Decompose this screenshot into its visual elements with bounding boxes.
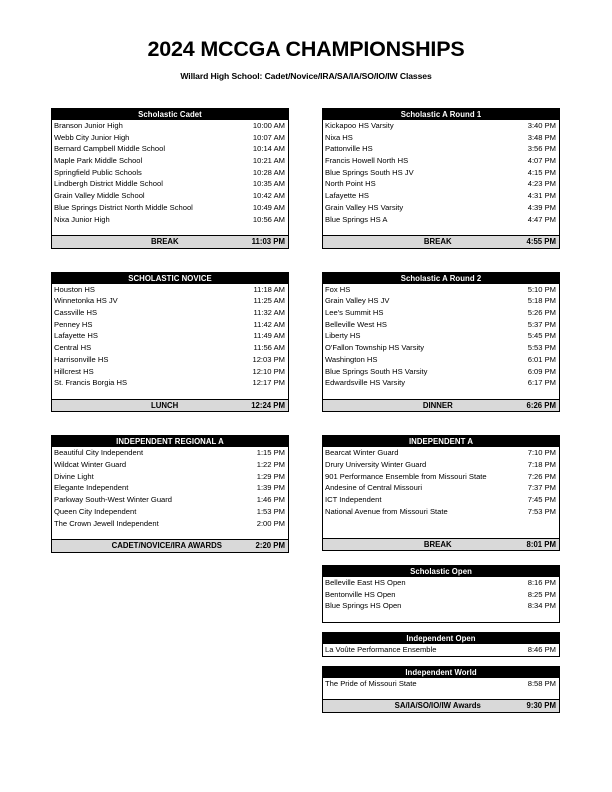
performance-time: 1:15 PM <box>256 448 285 458</box>
row-spacer <box>323 528 559 538</box>
table-row <box>52 132 288 144</box>
performer-name: Hillcrest HS <box>54 366 94 376</box>
performer-name: Blue Springs HS Open <box>325 601 402 611</box>
performer-name: Nixa HS <box>325 132 353 142</box>
table-row <box>52 155 288 167</box>
block-header-independent-a: INDEPENDENT A <box>323 436 559 447</box>
table-row <box>52 190 288 202</box>
table-row <box>323 678 559 690</box>
schedule-column-left <box>51 108 289 553</box>
performance-time: 7:45 PM <box>527 495 556 505</box>
performer-name: Houston HS <box>54 284 95 294</box>
block-gap <box>51 412 289 435</box>
performance-time: 5:18 PM <box>527 296 556 306</box>
performance-time: 10:07 AM <box>252 132 285 142</box>
performer-name: Branson Junior High <box>54 121 123 130</box>
performer-name: Blue Springs District North Middle School <box>54 202 193 212</box>
performer-name: Blue Springs South HS Varsity <box>325 366 428 376</box>
table-row <box>52 143 288 155</box>
table-row <box>323 589 559 601</box>
performer-name: Edwardsville HS Varsity <box>325 378 406 388</box>
block-header-scholastic-a-round-1: Scholastic A Round 1 <box>323 109 559 120</box>
table-row <box>323 295 559 307</box>
block-gap <box>322 623 560 632</box>
performance-time: 4:07 PM <box>527 156 556 166</box>
performance-time: 4:31 PM <box>527 191 556 201</box>
performer-name: Pattonville HS <box>325 144 373 154</box>
block-footer-independent-a <box>323 538 559 551</box>
performance-time: 12:10 PM <box>252 366 285 376</box>
performer-name: Bentonville HS Open <box>325 589 396 599</box>
performance-time: 3:48 PM <box>527 132 556 142</box>
block-footer-scholastic-a-round-2 <box>323 399 559 412</box>
block-footer-independent-world <box>323 699 559 712</box>
performer-name: Lafayette HS <box>325 191 369 201</box>
table-row <box>323 284 559 296</box>
performance-time: 11:42 AM <box>253 319 285 329</box>
performance-time: 6:01 PM <box>527 354 556 364</box>
table-row <box>52 120 288 132</box>
performer-name: Francis Howell North HS <box>325 156 409 166</box>
footer-label: BREAK <box>423 539 452 549</box>
performance-time: 1:46 PM <box>256 495 285 505</box>
footer-time: 9:30 PM <box>526 701 556 711</box>
table-row <box>52 307 288 319</box>
table-row <box>323 342 559 354</box>
performance-time: 4:23 PM <box>527 179 556 189</box>
block-gap <box>322 657 560 666</box>
performance-time: 10:21 AM <box>252 156 285 166</box>
performer-name: Nixa Junior High <box>54 214 110 224</box>
performer-name: The Pride of Missouri State <box>325 678 417 688</box>
block-footer-scholastic-cadet <box>52 235 288 248</box>
block-rows <box>323 284 559 399</box>
performer-name: St. Francis Borgia HS <box>54 378 128 388</box>
performance-time: 5:45 PM <box>527 331 556 341</box>
row-spacer <box>323 389 559 399</box>
footer-time: 4:55 PM <box>526 237 556 247</box>
performer-name: O'Fallon Township HS Varsity <box>325 343 425 353</box>
footer-label: BREAK <box>423 237 452 247</box>
performer-name: ICT Independent <box>325 495 382 505</box>
schedule-block-independent-open <box>322 632 560 657</box>
table-row <box>52 471 288 483</box>
block-header-independent-regional-a: INDEPENDENT REGIONAL A <box>52 436 288 447</box>
schedule-block-independent-world <box>322 666 560 713</box>
performance-time: 6:17 PM <box>527 378 556 388</box>
table-row <box>52 284 288 296</box>
footer-time: 6:26 PM <box>526 400 556 410</box>
performance-time: 6:09 PM <box>527 366 556 376</box>
footer-time: 11:03 PM <box>251 237 285 247</box>
performer-name: Webb City Junior High <box>54 132 130 142</box>
footer-time: 12:24 PM <box>251 400 285 410</box>
table-row <box>323 494 559 506</box>
block-rows <box>52 120 288 235</box>
performance-time: 10:42 AM <box>252 191 285 201</box>
performer-name: Winnetonka HS JV <box>54 296 118 306</box>
performer-name: Springfield Public Schools <box>54 167 142 177</box>
performer-name: La Voûte Performance Ensemble <box>325 645 437 655</box>
block-header-independent-open: Independent Open <box>323 633 559 644</box>
table-row <box>52 354 288 366</box>
performer-name: Bearcat Winter Guard <box>325 448 399 458</box>
footer-label: LUNCH <box>150 400 179 410</box>
performance-time: 1:53 PM <box>256 506 285 516</box>
schedule-block-independent-a <box>322 435 560 551</box>
footer-label: SA/IA/SO/IO/IW Awards <box>394 701 481 711</box>
table-row <box>323 644 559 656</box>
table-row <box>52 214 288 226</box>
performance-time: 12:03 PM <box>252 354 285 364</box>
footer-time: 8:01 PM <box>526 539 556 549</box>
performance-time: 10:49 AM <box>252 202 285 212</box>
row-spacer <box>323 612 559 622</box>
row-spacer <box>52 225 288 235</box>
block-header-scholastic-a-round-2: Scholastic A Round 2 <box>323 273 559 284</box>
table-row <box>52 366 288 378</box>
performance-time: 11:18 AM <box>253 284 285 294</box>
schedule-block-scholastic-a-round-2 <box>322 272 560 413</box>
footer-time: 2:20 PM <box>255 541 285 551</box>
table-row <box>323 354 559 366</box>
performance-time: 11:32 AM <box>253 308 285 318</box>
table-row <box>323 482 559 494</box>
block-rows <box>323 678 559 700</box>
performance-time: 5:26 PM <box>527 308 556 318</box>
performance-time: 11:56 AM <box>253 343 285 353</box>
performer-name: Blue Springs HS A <box>325 214 388 224</box>
block-gap <box>322 551 560 565</box>
table-row <box>323 214 559 226</box>
table-row <box>323 471 559 483</box>
table-row <box>323 167 559 179</box>
performer-name: Queen City Independent <box>54 506 137 516</box>
table-row <box>323 178 559 190</box>
performance-time: 8:25 PM <box>527 589 556 599</box>
performer-name: Blue Springs South HS JV <box>325 167 414 177</box>
performance-time: 4:15 PM <box>527 167 556 177</box>
performer-name: Grain Valley HS JV <box>325 296 390 306</box>
table-row <box>52 202 288 214</box>
performance-time: 1:39 PM <box>256 483 285 493</box>
block-gap <box>51 249 289 272</box>
table-row <box>52 447 288 459</box>
block-rows <box>323 120 559 235</box>
performer-name: Elegante Independent <box>54 483 129 493</box>
row-spacer <box>323 518 559 528</box>
row-spacer <box>323 689 559 699</box>
table-row <box>52 518 288 530</box>
performer-name: Grain Valley Middle School <box>54 191 145 201</box>
performance-time: 10:35 AM <box>252 179 285 189</box>
table-row <box>323 366 559 378</box>
performer-name: 901 Performance Ensemble from Missouri State <box>325 471 487 481</box>
performer-name: The Crown Jewell Independent <box>54 518 159 528</box>
block-footer-independent-regional-a <box>52 539 288 552</box>
performance-time: 7:18 PM <box>527 460 556 470</box>
table-row <box>323 202 559 214</box>
table-row <box>52 506 288 518</box>
performer-name: Washington HS <box>325 354 378 364</box>
performance-time: 4:47 PM <box>527 214 556 224</box>
performer-name: Fox HS <box>325 284 351 294</box>
performance-time: 10:00 AM <box>252 121 285 130</box>
row-spacer <box>52 389 288 399</box>
document-header <box>0 0 612 81</box>
performance-time: 7:53 PM <box>527 506 556 516</box>
table-row <box>323 307 559 319</box>
table-row <box>52 330 288 342</box>
performer-name: Maple Park Middle School <box>54 156 143 166</box>
block-header-independent-world: Independent World <box>323 667 559 678</box>
table-row <box>323 143 559 155</box>
table-row <box>323 447 559 459</box>
performance-time: 5:37 PM <box>527 319 556 329</box>
schedule-block-scholastic-novice <box>51 272 289 413</box>
performer-name: Bernard Campbell Middle School <box>54 144 166 154</box>
performance-time: 1:22 PM <box>256 460 285 470</box>
performer-name: Drury University Winter Guard <box>325 460 427 470</box>
table-row <box>323 190 559 202</box>
footer-label: BREAK <box>150 237 179 247</box>
performance-time: 11:25 AM <box>253 296 285 306</box>
table-row <box>323 132 559 144</box>
block-footer-scholastic-novice <box>52 399 288 412</box>
table-row <box>323 319 559 331</box>
row-spacer <box>323 225 559 235</box>
table-row <box>323 120 559 132</box>
table-row <box>323 600 559 612</box>
performer-name: Lindbergh District Middle School <box>54 179 163 189</box>
performance-time: 8:58 PM <box>527 678 556 688</box>
table-row <box>52 494 288 506</box>
performer-name: Wildcat Winter Guard <box>54 460 127 470</box>
table-row <box>323 330 559 342</box>
performer-name: Belleville West HS <box>325 319 387 329</box>
performer-name: North Point HS <box>325 179 376 189</box>
performer-name: Beautiful City Independent <box>54 448 144 458</box>
schedule-block-scholastic-a-round-1 <box>322 108 560 249</box>
performance-time: 10:14 AM <box>252 144 285 154</box>
block-rows <box>52 284 288 399</box>
performance-time: 3:56 PM <box>527 144 556 154</box>
performer-name: Parkway South-West Winter Guard <box>54 495 173 505</box>
performance-time: 3:40 PM <box>527 121 556 130</box>
performer-name: Grain Valley HS Varsity <box>325 202 404 212</box>
schedule-block-scholastic-open <box>322 565 560 623</box>
performer-name: Kickapoo HS Varsity <box>325 121 394 130</box>
table-row <box>52 459 288 471</box>
block-header-scholastic-novice: SCHOLASTIC NOVICE <box>52 273 288 284</box>
table-row <box>52 377 288 389</box>
block-rows <box>52 447 288 539</box>
schedule-block-independent-regional-a <box>51 435 289 552</box>
performer-name: Lee's Summit HS <box>325 308 384 318</box>
performer-name: Belleville East HS Open <box>325 578 406 587</box>
performer-name: Andesine of Central Missouri <box>325 483 423 493</box>
block-rows <box>323 644 559 656</box>
block-header-scholastic-cadet: Scholastic Cadet <box>52 109 288 120</box>
performance-time: 5:53 PM <box>527 343 556 353</box>
performance-time: 7:26 PM <box>527 471 556 481</box>
performance-time: 7:37 PM <box>527 483 556 493</box>
block-rows <box>323 577 559 622</box>
block-gap <box>322 249 560 272</box>
performer-name: Liberty HS <box>325 331 361 341</box>
footer-label: CADET/NOVICE/IRA AWARDS <box>111 541 222 551</box>
performer-name: Divine Light <box>54 471 94 481</box>
table-row <box>52 295 288 307</box>
performance-time: 5:10 PM <box>527 284 556 294</box>
performance-time: 2:00 PM <box>256 518 285 528</box>
table-row <box>323 377 559 389</box>
performance-time: 10:56 AM <box>252 214 285 224</box>
performer-name: Penney HS <box>54 319 93 329</box>
performance-time: 8:16 PM <box>527 578 556 587</box>
block-rows <box>323 447 559 537</box>
page-title: 2024 MCCGA CHAMPIONSHIPS <box>147 37 465 61</box>
table-row <box>323 459 559 471</box>
table-row <box>52 342 288 354</box>
performer-name: Central HS <box>54 343 92 353</box>
performance-time: 10:28 AM <box>252 167 285 177</box>
performer-name: Cassville HS <box>54 308 98 318</box>
schedule-column-right <box>322 108 560 713</box>
block-gap <box>322 412 560 435</box>
performance-time: 1:29 PM <box>256 471 285 481</box>
table-row <box>323 577 559 589</box>
performance-time: 11:49 AM <box>253 331 285 341</box>
table-row <box>52 178 288 190</box>
table-row <box>323 155 559 167</box>
table-row <box>323 506 559 518</box>
performance-time: 8:46 PM <box>527 645 556 655</box>
performance-time: 8:34 PM <box>527 601 556 611</box>
row-spacer <box>52 529 288 539</box>
performance-time: 12:17 PM <box>252 378 285 388</box>
table-row <box>52 167 288 179</box>
performer-name: Lafayette HS <box>54 331 98 341</box>
table-row <box>52 319 288 331</box>
block-footer-scholastic-a-round-1 <box>323 235 559 248</box>
table-row <box>52 482 288 494</box>
performance-time: 4:39 PM <box>527 202 556 212</box>
page-subtitle: Willard High School: Cadet/Novice/IRA/SA/IA/SO/IO/IW Classes <box>180 70 432 81</box>
schedule-block-scholastic-cadet <box>51 108 289 249</box>
footer-label: DINNER <box>422 400 453 410</box>
performer-name: National Avenue from Missouri State <box>325 506 448 516</box>
performance-time: 7:10 PM <box>527 448 556 458</box>
block-header-scholastic-open: Scholastic Open <box>323 566 559 577</box>
performer-name: Harrisonville HS <box>54 354 109 364</box>
